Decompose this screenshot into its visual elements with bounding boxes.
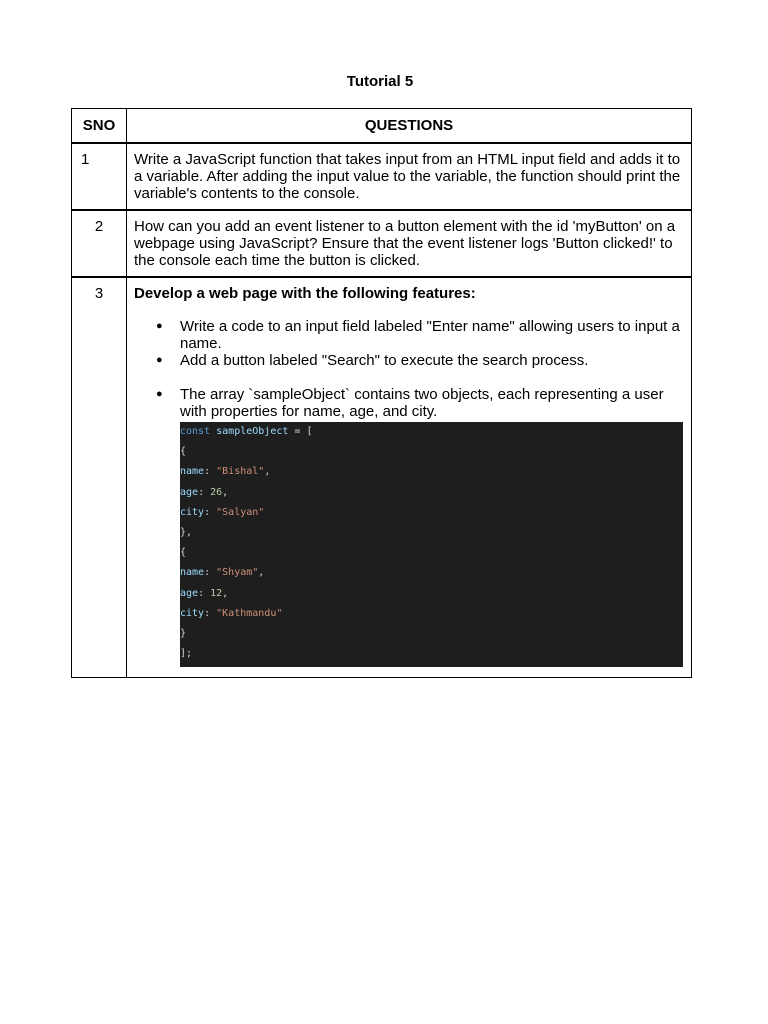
list-item: ● The array `sampleObject` contains two objects, each representing a user with properties for name, age, and city.	[180, 386, 684, 420]
row-number: 1	[72, 143, 127, 210]
row-number: 2	[72, 210, 127, 277]
code-line: city: "Kathmandu"	[180, 607, 283, 619]
list-item: ● Add a button labeled "Search" to execute the search process.	[180, 352, 684, 369]
code-string: "Salyan"	[216, 506, 265, 518]
question-text: Write a JavaScript function that takes input from an HTML input field and adds it to a variable. After adding the input value to the variable, the function should print the variable's contents to the console.	[127, 143, 692, 210]
code-punctuation: {	[180, 547, 187, 559]
code-punctuation: = [	[288, 426, 313, 437]
row-number: 3	[72, 277, 127, 678]
question-cell	[127, 277, 692, 678]
code-line	[180, 624, 683, 644]
code-string: "Bishal"	[216, 466, 265, 478]
code-block	[180, 422, 683, 667]
code-punctuation: },	[180, 527, 193, 539]
code-line: name: "Shyam",	[180, 567, 265, 579]
table-row	[72, 143, 692, 210]
code-property: city	[180, 607, 205, 619]
table-row	[72, 277, 692, 678]
code-punctuation: {	[180, 446, 187, 458]
code-punctuation: ];	[180, 648, 193, 660]
list-item: ● Write a code to an input field labeled "Enter name" allowing users to input a name.	[180, 318, 684, 352]
code-line: name: "Bishal",	[180, 466, 271, 478]
code-line: city: "Salyan"	[180, 506, 265, 518]
code-property: age	[180, 486, 199, 498]
code-string: "Shyam"	[216, 567, 259, 579]
document-title: Tutorial 5	[346, 73, 414, 90]
questions-header: QUESTIONS	[127, 109, 692, 144]
question-text: How can you add an event listener to a button element with the id 'myButton' on a webpage using JavaScript? Ensure that the event listener logs 'Button clicked!' to the console each time the button is clicked.	[127, 210, 692, 277]
sno-header: SNO	[72, 109, 127, 144]
code-line: age: 26,	[180, 486, 229, 498]
code-punctuation: }	[180, 628, 187, 640]
code-line	[180, 644, 683, 664]
code-keyword: const	[180, 426, 211, 437]
feature-list	[134, 318, 684, 420]
question-heading: Develop a web page with the following features:	[134, 285, 476, 302]
code-property: city	[180, 506, 205, 518]
code-property: name	[180, 567, 205, 579]
code-number: 12	[210, 587, 223, 599]
code-variable: sampleObject	[216, 426, 289, 437]
code-line	[180, 422, 683, 442]
questions-table	[71, 108, 692, 678]
code-number: 26	[210, 486, 223, 498]
code-property: name	[180, 466, 205, 478]
code-string: "Kathmandu"	[216, 607, 283, 619]
code-line	[180, 543, 683, 563]
code-line	[180, 442, 683, 462]
table-header-row	[72, 109, 692, 144]
table-row	[72, 210, 692, 277]
code-line: age: 12,	[180, 587, 229, 599]
code-line	[180, 523, 683, 543]
code-property: age	[180, 587, 199, 599]
